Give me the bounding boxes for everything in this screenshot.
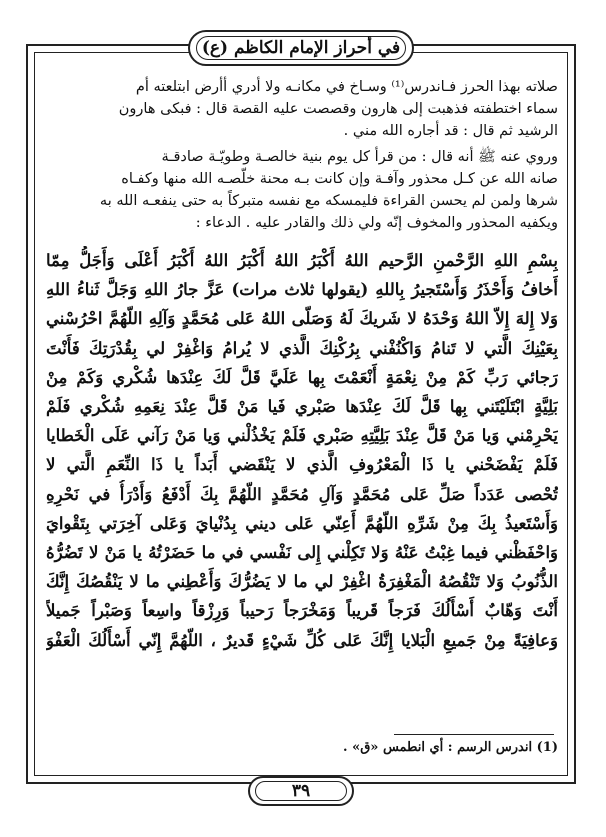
prayer-line: وَأَسْتَعيذُ بِكَ مِنْ شَرِّهِ اللّهُمَّ أَعِنّي عَلى ديني بِدُنْيايَ وَعَلى آخِرَتي بِتَقْوايَ <box>46 513 558 533</box>
page-number: ٣٩ <box>291 781 311 801</box>
prayer-line: يَحْرِمْني وَيا مَنْ قَلَّ عِنْدَ بَلِيَّتِهِ صَبْري فَلَمْ يَخْذُلْني وَيا مَنْ رَآني عَلَى الْخَطايا <box>46 426 558 446</box>
prayer-line: بَلِيَّةٍ ابْتَلَيْتَني بِها قَلَّ لَكَ عِنْدَها صَبْري فَيا مَنْ قَلَّ عِنْدَ نِعَمِهِ شُكْري فَلَمْ <box>46 397 558 417</box>
prayer-line: فَلَمْ يَفْضَحْني يا ذَا الْمَعْرُوفِ الَّذي لا يَنْقَضي أَبَداً يا ذَا النِّعَمِ الَّتي لا <box>46 455 558 475</box>
page-number-tab <box>248 776 354 806</box>
body-text <box>46 76 558 655</box>
prayer-line: تُحْصى عَدَداً صَلِّ عَلى مُحَمَّدٍ وَآلِ مُحَمَّدٍ اللّهُمَّ بِكَ أَدْفَعُ وَأَدْرَأُ في نَحْرِهِ <box>46 484 558 504</box>
prayer-line: رَجائي رَبِّ كَمْ مِنْ نِعْمَةٍ أَنْعَمْتَ بِها عَلَيَّ قَلَّ لَكَ عِنْدَها شُكْري وَكَمْ مِنْ <box>46 367 558 387</box>
header-title: في أحراز الإمام الكاظم (ع) <box>201 38 401 58</box>
paragraph-2 <box>46 146 558 234</box>
prayer-line: وَعافِيَةً مِنْ جَميعِ الْبَلايا إِنَّكَ عَلى كُلِّ شَيْءٍ قَديرٌ ، اللّهُمَّ إِنّي أَسْأَلُكَ الْعَفْوَ <box>46 630 558 650</box>
footnote-divider <box>394 734 554 735</box>
prayer-line: بِسْمِ اللهِ الرَّحْمنِ الرَّحيم اللهُ أَكْبَرُ اللهُ أَكْبَرُ اللهُ أَكْبَرُ أَعْلَى وَأَجَلُّ مِمّا <box>46 251 558 270</box>
text-line: وروي عنه ﷺ أنه قال : من قرأ كل يوم بنية خالصـة وطويّـة صادقـة <box>161 149 558 165</box>
running-header <box>188 30 414 66</box>
text-line: سماء اختطفته فذهبت إلى هارون وقصصت عليه القصة قال : فبكى هارون <box>118 101 558 117</box>
text-line: صلاته بهذا الحرز فـاندرس⁽¹⁾ وسـاخ في مكانـه ولا أدري أأرض ابتلعته أم <box>135 79 558 95</box>
text-line: صانه الله عن كـل محذور وآفـة وإن كانت بـه محنة خلّصـه الله منها وكفـاه <box>121 171 558 187</box>
text-line: الرشيد ثم قال : قد أجاره الله مني . <box>343 123 558 139</box>
text-line: شرها ولمن لم يحسن القراءة فليمسكه مع نفسه متبركاً به حتى ينفعـه الله به <box>99 193 558 209</box>
prayer-line: الذُّنُوبُ وَلا تَنْقُصُهُ الْمَغْفِرَةُ اغْفِرْ لي ما لا يَضُرُّكَ وَأَعْطِني ما لا يَنْقُصُكَ إِنَّكَ <box>46 572 558 592</box>
text-line: ويكفيه المحذور والمخوف إنّه ولي ذلك والقادر عليه . الدعاء : <box>195 215 558 231</box>
prayer-line: وَلا إِلهَ إِلاّ اللهُ وَحْدَهُ لا شَريكَ لَهُ وَصَلّى اللهُ عَلى مُحَمَّدٍ وَآلِهِ اللّهُمَّ احْرُسْني <box>46 309 558 329</box>
footnote: (1) اندرس الرسم : أي انطمس «ق» . <box>343 740 558 755</box>
prayer-line: أَخافُ وَأَحْذَرُ وَأَسْتَجيرُ بِاللهِ (يقولها ثلاث مرات) عَزَّ جارُ اللهِ وَجَلَّ ثَناءُ اللهِ <box>46 280 558 300</box>
paragraph-1 <box>46 76 558 142</box>
prayer-text <box>46 246 558 655</box>
prayer-line: بِعَيْنِكَ الَّتي لا تَنامُ وَاكْنُفْني بِرُكْنِكَ الَّذي لا يُرامُ وَاغْفِرْ لي بِقُدْرَتِكَ فَأَنْتَ <box>46 338 558 358</box>
prayer-line: وَاحْفَظْني فيما غِبْتُ عَنْهُ وَلا تَكِلْني إِلى نَفْسي في ما حَضَرْتُهُ يا مَنْ لا تَضُرُّهُ <box>46 543 558 563</box>
prayer-line: أَنْتَ وَهّابٌ أَسْأَلُكَ فَرَجاً قَريباً وَمَخْرَجاً رَحيباً وَرِزْقاً واسِعاً وَصَبْراً جَميلاً <box>46 601 558 621</box>
